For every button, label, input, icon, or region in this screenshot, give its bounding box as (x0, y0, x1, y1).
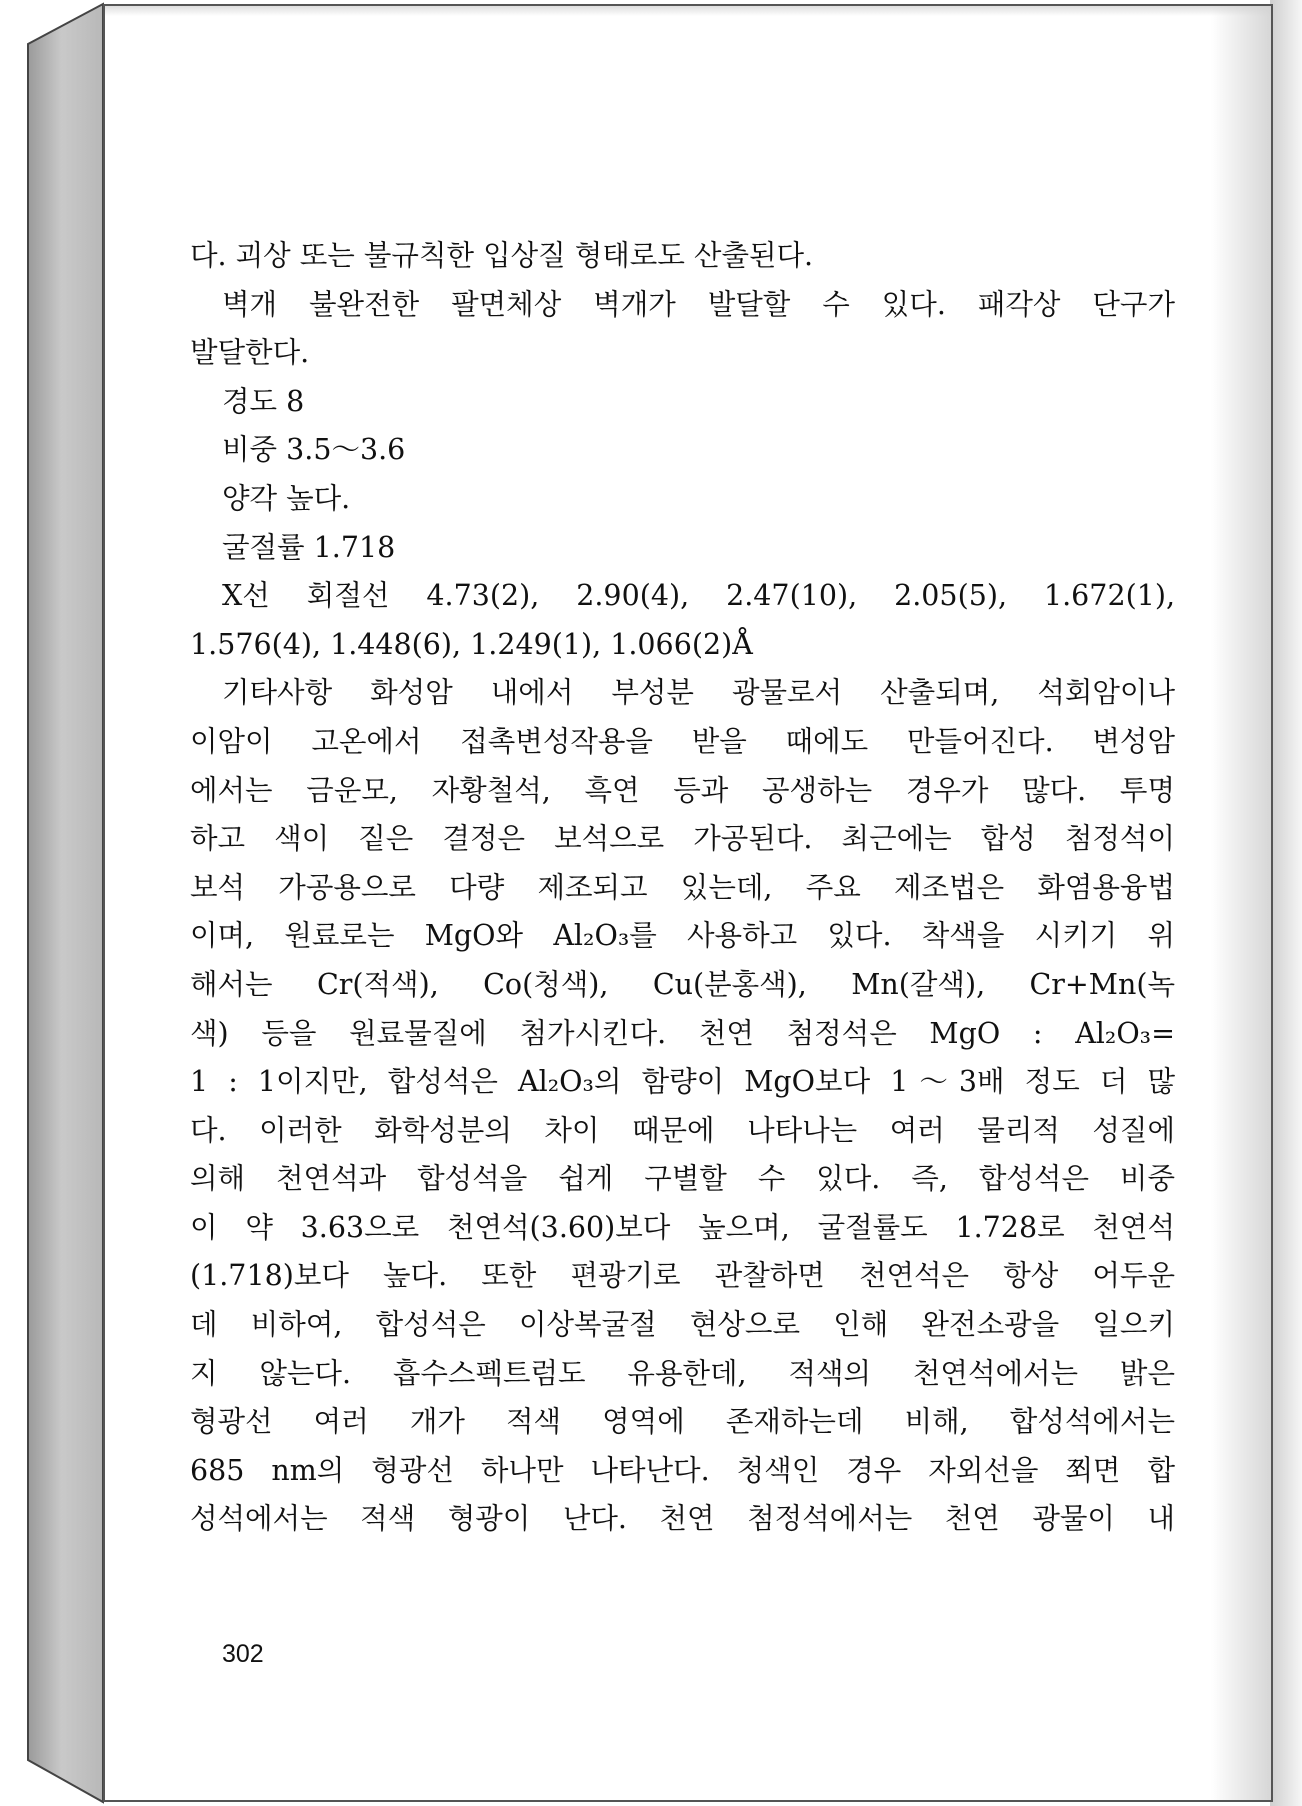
text-line: 굴절률 1.718 (222, 530, 396, 564)
text-line: 성석에서는 적색 형광이 난다. 천연 첨정석에서는 천연 광물이 내 (190, 1502, 1175, 1536)
text-line: 보석 가공용으로 다량 제조되고 있는데, 주요 제조법은 화염용융법 (190, 870, 1175, 904)
text-line: 비중 3.5～3.6 (222, 433, 406, 467)
text-line: (1.718)보다 높다. 또한 편광기로 관찰하면 천연석은 항상 어두운 (190, 1259, 1175, 1293)
text-line: 경도 8 (222, 384, 305, 418)
text-line: 해서는 Cr(적색), Co(청색), Cu(분홍색), Mn(갈색), Cr+Mn(녹 (190, 967, 1175, 1001)
page-number: 302 (222, 1640, 264, 1668)
text-line: 1.576(4), 1.448(6), 1.249(1), 1.066(2)Å (190, 627, 753, 661)
text-line: 의해 천연석과 합성석을 쉽게 구별할 수 있다. 즉, 합성석은 비중 (190, 1162, 1175, 1196)
text-line: X선 회절선 4.73(2), 2.90(4), 2.47(10), 2.05(5), 1.672(1), (222, 579, 1175, 613)
text-line: 지 않는다. 흡수스펙트럼도 유용한데, 적색의 천연석에서는 밝은 (190, 1356, 1175, 1390)
text-line: 다. 괴상 또는 불규칙한 입상질 형태로도 산출된다. (190, 239, 814, 272)
page-top-shadow (105, 6, 1271, 16)
book-spine (0, 0, 110, 1806)
text-line: 발달한다. (190, 336, 310, 370)
text-line: 색) 등을 원료물질에 첨가시킨다. 천연 첨정석은 MgO : Al₂O₃= (190, 1016, 1175, 1050)
text-line: 이암이 고온에서 접촉변성작용을 받을 때에도 만들어진다. 변성암 (190, 724, 1175, 758)
text-line: 에서는 금운모, 자황철석, 흑연 등과 공생하는 경우가 많다. 투명 (190, 773, 1175, 807)
text-line: 형광선 여러 개가 적색 영역에 존재하는데 비해, 합성석에서는 (190, 1405, 1175, 1439)
page-right-edge (1270, 0, 1302, 1806)
text-line: 1 : 1이지만, 합성석은 Al₂O₃의 함량이 MgO보다 1～3배 정도 더 많 (190, 1065, 1175, 1099)
text-line: 기타사항 화성암 내에서 부성분 광물로서 산출되며, 석회암이나 (222, 676, 1175, 710)
text-line: 이며, 원료로는 MgO와 Al₂O₃를 사용하고 있다. 착색을 시키기 위 (190, 919, 1175, 953)
text-line: 양각 높다. (222, 481, 351, 515)
text-line: 이 약 3.63으로 천연석(3.60)보다 높으며, 굴절률도 1.728로 천연석 (190, 1210, 1175, 1244)
text-line: 벽개 불완전한 팔면체상 벽개가 발달할 수 있다. 패각상 단구가 (222, 287, 1175, 321)
text-line: 데 비하여, 합성석은 이상복굴절 현상으로 인해 완전소광을 일으키 (190, 1308, 1175, 1342)
text-line: 다. 이러한 화학성분의 차이 때문에 나타나는 여러 물리적 성질에 (190, 1113, 1175, 1147)
text-line: 하고 색이 짙은 결정은 보석으로 가공된다. 최근에는 합성 첨정석이 (190, 822, 1175, 856)
body-text (190, 232, 1175, 1544)
text-line: 685 nm의 형광선 하나만 나타난다. 청색인 경우 자외선을 쬐면 합 (190, 1453, 1175, 1487)
page-right-shadow (1211, 6, 1271, 1800)
